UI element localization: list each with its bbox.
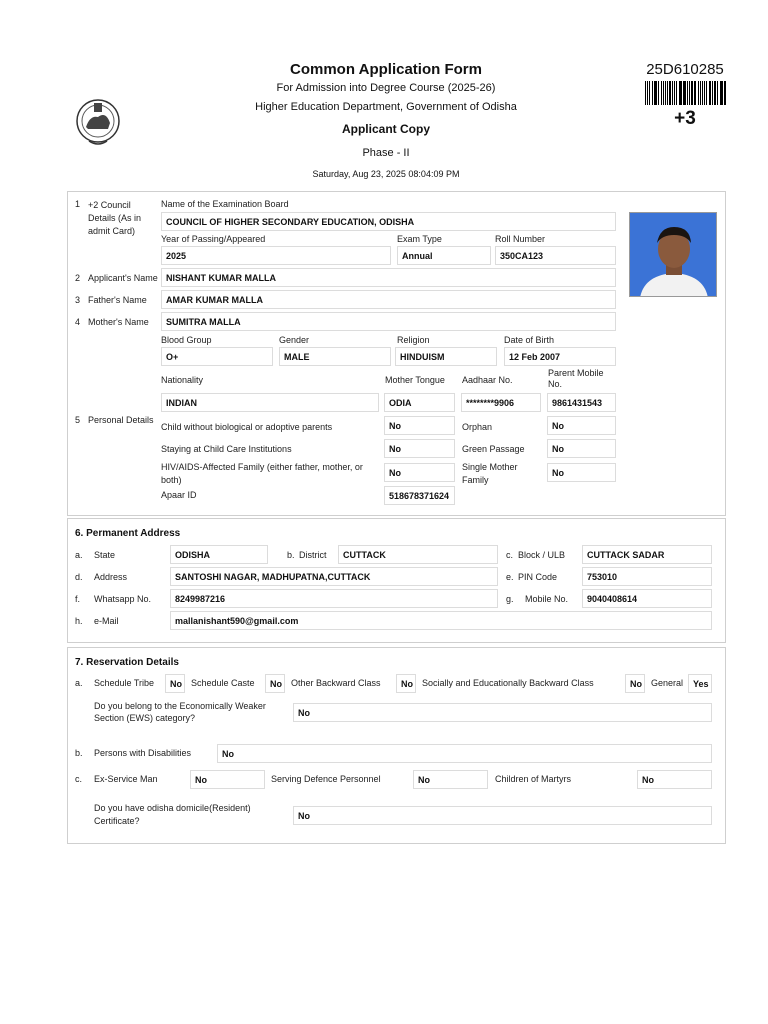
barcode xyxy=(645,81,727,105)
barcode-bar xyxy=(680,81,681,105)
district-value: CUTTACK xyxy=(338,545,498,564)
barcode-bar xyxy=(702,81,703,105)
nationality-label: Nationality xyxy=(161,375,204,385)
barcode-bar xyxy=(694,81,695,105)
row-number: 3 xyxy=(75,295,81,305)
domicile-value: No xyxy=(293,806,712,825)
blood-group-label: Blood Group xyxy=(161,335,212,345)
barcode-bar xyxy=(674,81,675,105)
general-label: General xyxy=(651,678,684,688)
sebc-label: Socially and Educationally Backward Class xyxy=(422,678,594,688)
barcode-bar xyxy=(667,81,668,105)
item-letter: g. xyxy=(506,594,514,604)
item-letter: h. xyxy=(75,616,83,626)
blood-group-value: O+ xyxy=(161,347,273,366)
emblem-logo xyxy=(72,97,124,149)
single-mother-value: No xyxy=(547,463,616,482)
orphan-value: No xyxy=(547,416,616,435)
mobile-value: 9040408614 xyxy=(582,589,712,608)
course-label: +3 xyxy=(674,108,696,129)
state-value: ODISHA xyxy=(170,545,268,564)
barcode-bar xyxy=(695,81,696,105)
children-of-martyrs-label: Children of Martyrs xyxy=(495,774,572,784)
child-care-value: No xyxy=(384,439,455,458)
state-label: State xyxy=(94,550,116,560)
mother-tongue-label: Mother Tongue xyxy=(385,375,445,385)
email-value: mallanishant590@gmail.com xyxy=(170,611,712,630)
dob-label: Date of Birth xyxy=(504,335,555,345)
mobile-label: Mobile No. xyxy=(525,594,569,604)
gender-label: Gender xyxy=(279,335,310,345)
barcode-bar xyxy=(709,81,710,105)
pin-code-value: 753010 xyxy=(582,567,712,586)
year-value: 2025 xyxy=(161,246,391,265)
schedule-tribe-value: No xyxy=(165,674,185,693)
defence-personnel-value: No xyxy=(413,770,488,789)
barcode-bar xyxy=(652,81,653,105)
barcode-bar xyxy=(658,81,659,105)
barcode-bar xyxy=(698,81,699,105)
barcode-bar xyxy=(665,81,666,105)
obc-value: No xyxy=(396,674,416,693)
children-of-martyrs-value: No xyxy=(637,770,712,789)
item-letter: a. xyxy=(75,678,83,688)
father-name-label: Father's Name xyxy=(88,295,147,305)
barcode-bar xyxy=(714,81,716,105)
section-title: 7. Reservation Details xyxy=(75,657,179,668)
pwd-value: No xyxy=(217,744,712,763)
child-without-parents-label: Child without biological or adoptive parents xyxy=(161,422,333,432)
child-care-label: Staying at Child Care Institutions xyxy=(161,444,292,454)
schedule-tribe-label: Schedule Tribe xyxy=(94,678,155,688)
barcode-bar xyxy=(649,81,650,105)
barcode-bar xyxy=(725,81,726,105)
ex-serviceman-label: Ex-Service Man xyxy=(94,774,158,784)
obc-label: Other Backward Class xyxy=(291,678,381,688)
barcode-bar xyxy=(700,81,701,105)
religion-label: Religion xyxy=(397,335,430,345)
ews-value: No xyxy=(293,703,712,722)
applicant-name-value: NISHANT KUMAR MALLA xyxy=(161,268,616,287)
barcode-bar xyxy=(672,81,674,105)
item-letter: b. xyxy=(75,748,83,758)
schedule-caste-value: No xyxy=(265,674,285,693)
mother-tongue-value: ODIA xyxy=(384,393,455,412)
barcode-bar xyxy=(691,81,693,105)
domicile-label: Do you have odisha domicile(Resident) Certificate? xyxy=(94,803,251,826)
barcode-bar xyxy=(676,81,677,105)
barcode-bar xyxy=(720,81,721,105)
council-details-label: +2 Council Details (As in admit Card) xyxy=(88,200,142,236)
section-title: 6. Permanent Address xyxy=(75,528,181,539)
page-title: Common Application Form xyxy=(290,61,482,78)
row-number: 4 xyxy=(75,317,81,327)
barcode-bar xyxy=(655,81,657,105)
ews-label: Do you belong to the Economically Weaker Section (EWS) category? xyxy=(94,701,266,723)
item-letter: d. xyxy=(75,572,83,582)
page-subtitle: For Admission into Degree Course (2025-26) xyxy=(276,82,496,94)
sebc-value: No xyxy=(625,674,645,693)
mother-name-label: Mother's Name xyxy=(88,317,149,327)
whatsapp-label: Whatsapp No. xyxy=(94,594,152,604)
barcode-bar xyxy=(669,81,670,105)
exam-type-label: Exam Type xyxy=(397,234,442,244)
whatsapp-value: 8249987216 xyxy=(170,589,498,608)
aadhaar-value: ********9906 xyxy=(461,393,541,412)
barcode-bar xyxy=(710,81,711,105)
barcode-bar xyxy=(717,81,718,105)
green-passage-label: Green Passage xyxy=(462,444,525,454)
applicant-name-label: Applicant's Name xyxy=(88,273,158,283)
apaar-id-value: 518678371624 xyxy=(384,486,455,505)
row-number: 1 xyxy=(75,199,81,209)
timestamp: Saturday, Aug 23, 2025 08:04:09 PM xyxy=(312,169,460,179)
general-value: Yes xyxy=(688,674,712,693)
barcode-bar xyxy=(712,81,713,105)
item-letter: c. xyxy=(506,550,514,560)
barcode-bar xyxy=(683,81,684,105)
item-letter: f. xyxy=(75,594,81,604)
applicant-photo xyxy=(629,212,717,297)
pwd-label: Persons with Disabilities xyxy=(94,748,192,758)
father-name-value: AMAR KUMAR MALLA xyxy=(161,290,616,309)
address-value: SANTOSHI NAGAR, MADHUPATNA,CUTTACK xyxy=(170,567,498,586)
barcode-bar xyxy=(663,81,664,105)
item-letter: a. xyxy=(75,550,83,560)
phase-label: Phase - II xyxy=(362,147,410,159)
single-mother-label: Single Mother Family xyxy=(462,462,518,485)
board-value: COUNCIL OF HIGHER SECONDARY EDUCATION, ODISHA xyxy=(161,212,616,231)
exam-type-value: Annual xyxy=(397,246,491,265)
board-label: Name of the Examination Board xyxy=(161,199,289,209)
block-value: CUTTACK SADAR xyxy=(582,545,712,564)
dob-value: 12 Feb 2007 xyxy=(504,347,616,366)
barcode-bar xyxy=(706,81,707,105)
barcode-bar xyxy=(654,81,655,105)
green-passage-value: No xyxy=(547,439,616,458)
nationality-value: INDIAN xyxy=(161,393,379,412)
copy-label: Applicant Copy xyxy=(341,122,430,136)
gender-value: MALE xyxy=(279,347,391,366)
hiv-affected-value: No xyxy=(384,463,455,482)
item-letter: c. xyxy=(75,774,83,784)
parent-mobile-label: Parent Mobile No. xyxy=(548,368,604,389)
email-label: e-Mail xyxy=(94,616,119,626)
row-number: 5 xyxy=(75,415,81,425)
orphan-label: Orphan xyxy=(462,422,493,432)
application-id: 25D610285 xyxy=(646,61,724,78)
barcode-bar xyxy=(704,81,705,105)
barcode-bar xyxy=(724,81,725,105)
roll-label: Roll Number xyxy=(495,234,546,244)
block-label: Block / ULB xyxy=(518,550,566,560)
barcode-bar xyxy=(687,81,688,105)
barcode-bar xyxy=(661,81,662,105)
barcode-bar xyxy=(645,81,646,105)
department-name: Higher Education Department, Government of Odisha xyxy=(255,101,517,113)
row-number: 2 xyxy=(75,273,81,283)
apaar-id-label: Apaar ID xyxy=(161,490,197,500)
roll-value: 350CA123 xyxy=(495,246,616,265)
religion-value: HINDUISM xyxy=(395,347,497,366)
barcode-bar xyxy=(679,81,680,105)
personal-details-label: Personal Details xyxy=(88,415,154,425)
aadhaar-label: Aadhaar No. xyxy=(462,375,513,385)
ex-serviceman-value: No xyxy=(190,770,265,789)
barcode-bar xyxy=(684,81,685,105)
child-without-parents-value: No xyxy=(384,416,455,435)
address-label: Address xyxy=(94,572,128,582)
defence-personnel-label: Serving Defence Personnel xyxy=(271,774,381,784)
item-letter: e. xyxy=(506,572,514,582)
barcode-bar xyxy=(721,81,722,105)
hiv-affected-label: HIV/AIDS-Affected Family (either father, mother, or both) xyxy=(161,462,363,485)
barcode-bar xyxy=(689,81,690,105)
item-letter: b. xyxy=(287,550,295,560)
pin-code-label: PIN Code xyxy=(518,572,558,582)
schedule-caste-label: Schedule Caste xyxy=(191,678,255,688)
district-label: District xyxy=(299,550,327,560)
year-label: Year of Passing/Appeared xyxy=(161,234,266,244)
barcode-bar xyxy=(647,81,648,105)
mother-name-value: SUMITRA MALLA xyxy=(161,312,616,331)
parent-mobile-value: 9861431543 xyxy=(547,393,616,412)
